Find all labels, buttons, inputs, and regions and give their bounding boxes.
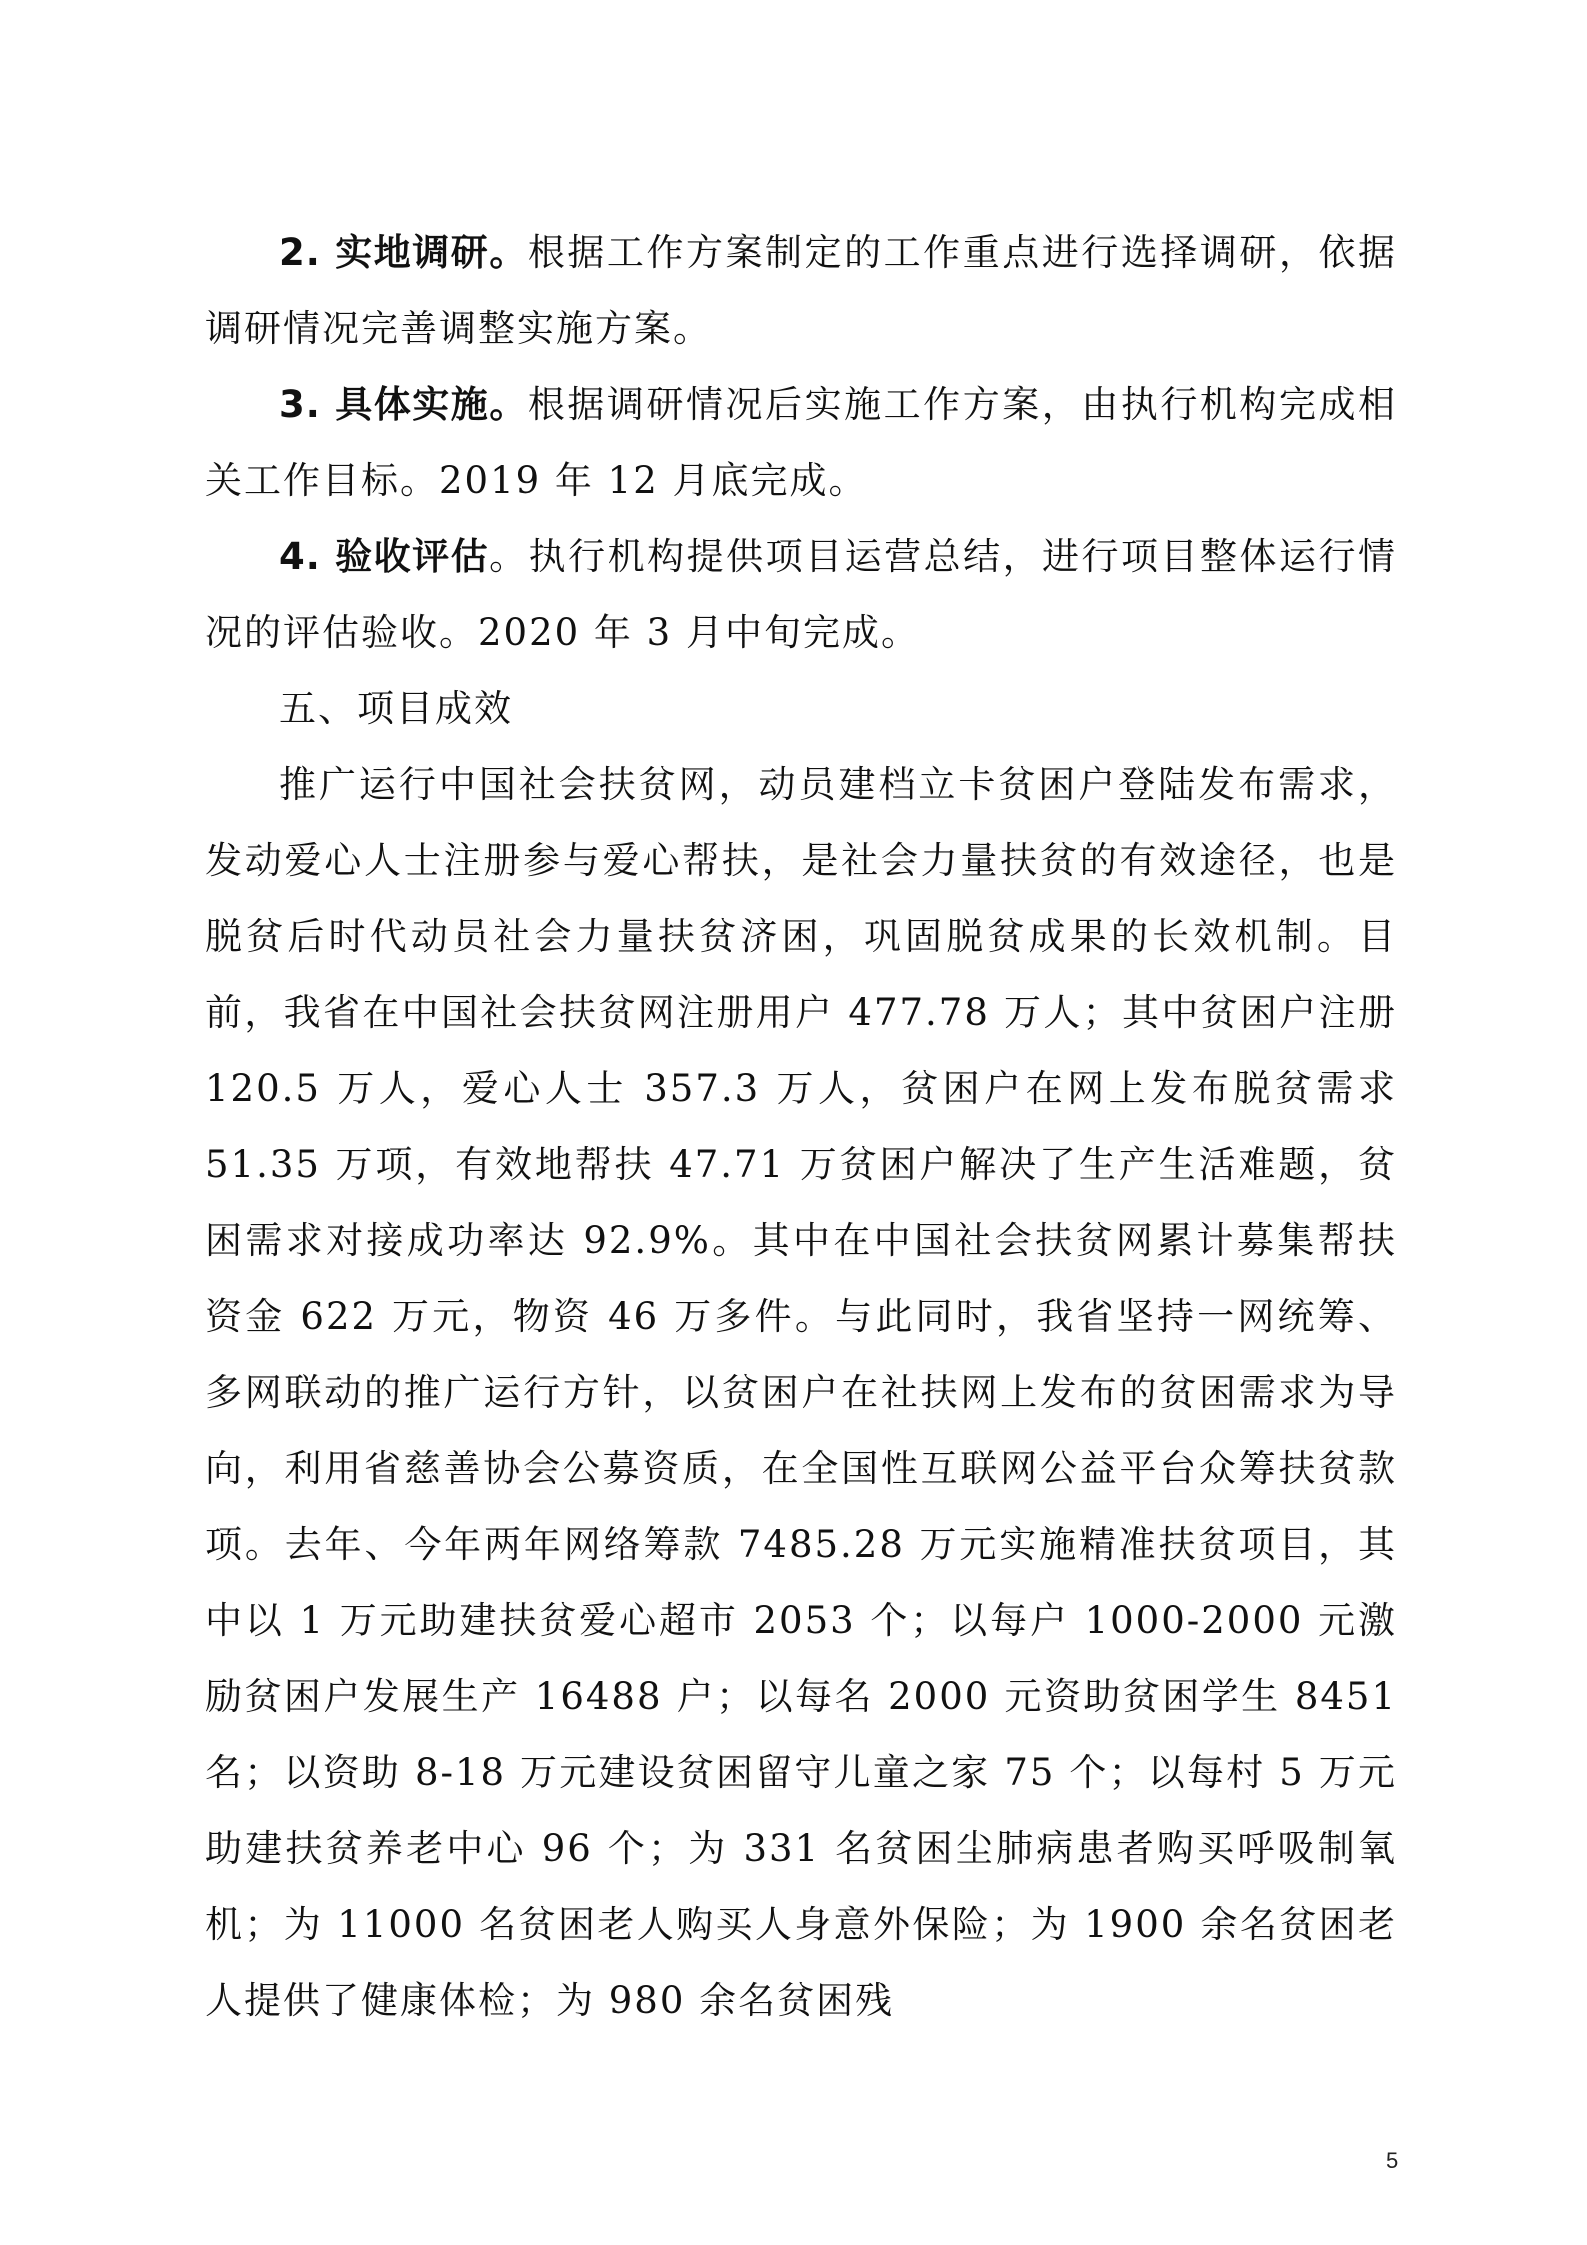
paragraph-lead: 4. 验收评估 [279, 535, 490, 578]
paragraph-lead: 3. 具体实施。 [279, 383, 528, 426]
page-number: 5 [1386, 2148, 1399, 2173]
page-content [205, 215, 1397, 2039]
section-heading: 五、项目成效 [279, 687, 513, 730]
paragraph-field-research [205, 215, 1397, 367]
paragraph-text: 。执行机构提供项目运营总结，进行项目整体运行情况的评估验收。2020 年 3 月中旬完成。 [205, 535, 1398, 654]
body-paragraph: 推广运行中国社会扶贫网，动员建档立卡贫困户登陆发布需求，发动爱心人士注册参与爱心帮扶，是社会力量扶贫的有效途径，也是脱贫后时代动员社会力量扶贫济困，巩固脱贫成果的长效机制。目前，我省在中国社会扶贫网注册用户 477.78 万人；其中贫困户注册 120.5 万人，爱心人士 357.3 万人，贫困户在网上发布脱贫需求 51.35 万项，有效地帮扶 47.71 万贫困户解决了生产生活难题，贫困需求对接成功率达 92.9%。其中在中国社会扶贫网累计募集帮扶资金 622 万元，物资 46 万多件。与此同时，我省坚持一网统筹、多网联动的推广运行方针，以贫困户在社扶网上发布的贫困需求为导向，利用省慈善协会公募资质，在全国性互联网公益平台众筹扶贫款项。去年、今年两年网络筹款 7485.28 万元实施精准扶贫项目，其中以 1 万元助建扶贫爱心超市 2053 个；以每户 1000-2000 元激励贫困户发展生产 16488 户；以每名 2000 元资助贫困学生 8451 名；以资助 8-18 万元建设贫困留守儿童之家 75 个；以每村 5 万元助建扶贫养老中心 96 个；为 331 名贫困尘肺病患者购买呼吸制氧机；为 11000 名贫困老人购买人身意外保险；为 1900 余名贫困老人提供了健康体检；为 980 余名贫困残 [205, 763, 1397, 2022]
paragraph-implementation [205, 367, 1397, 519]
paragraph-acceptance-evaluation [205, 519, 1397, 671]
paragraph-text: 根据调研情况后实施工作方案，由执行机构完成相关工作目标。2019 年 12 月底完成。 [205, 383, 1398, 502]
paragraph-text: 根据工作方案制定的工作重点进行选择调研，依据调研情况完善调整实施方案。 [205, 231, 1398, 350]
paragraph-lead: 2. 实地调研。 [279, 231, 528, 274]
